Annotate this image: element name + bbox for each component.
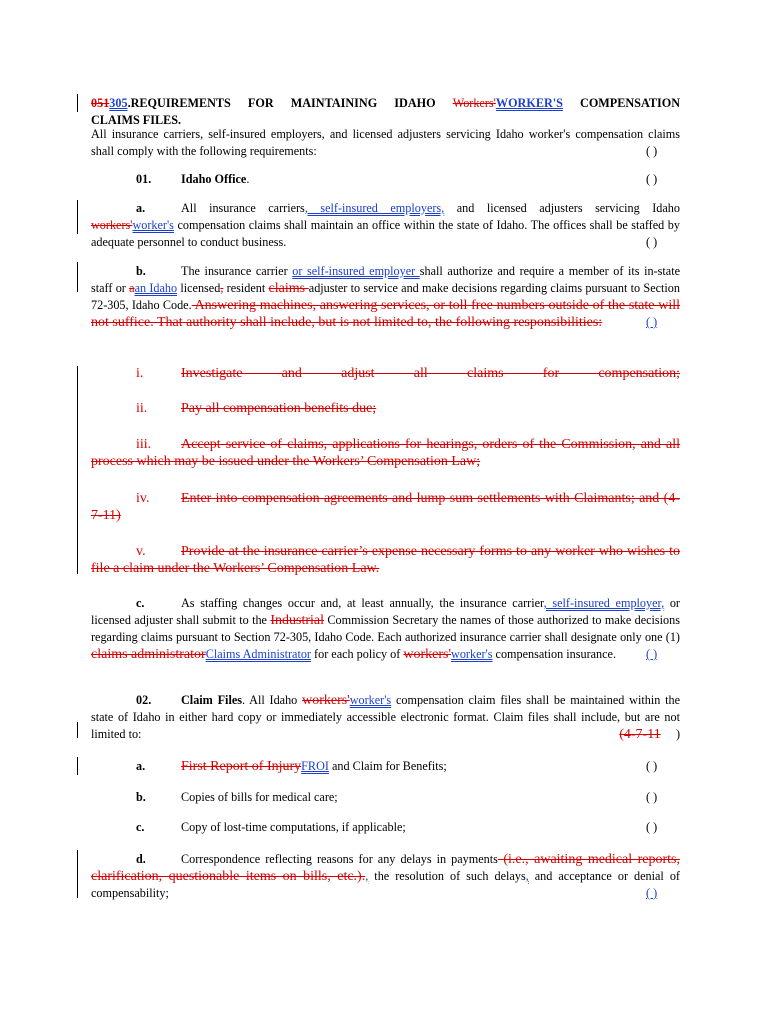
paragraph-02c: c. Copy of lost-time computations, if applicable; ( ) xyxy=(136,820,658,834)
change-bar xyxy=(77,94,78,112)
change-bar xyxy=(77,850,78,898)
change-bar xyxy=(77,722,78,738)
subsection-01-heading: 01. Idaho Office. ( ) xyxy=(136,172,658,186)
deleted-item: v. Provide at the insurance carrier’s expense necessary forms to any worker who wishes to file a claim under the Workers’ Compensation Law. xyxy=(91,544,680,576)
section-heading-line2: CLAIMS FILES. xyxy=(91,113,182,127)
deleted-item: iii. Accept service of claims, applications for hearings, orders of the Commission, and all process which may be issued under the Workers’ Compensation Law; xyxy=(91,437,680,469)
subsection-02: 02. Claim Files. All Idaho workers'worker's compensation claim files shall be maintained within the state of Idaho in either hard copy or immediately accessible electronic format. Claim files shall include, but are not limited to: (4-7-11 ) xyxy=(91,693,680,742)
change-bar xyxy=(77,366,78,574)
section-heading: 051305.REQUIREMENTS FOR MAINTAINING IDAHO Workers'WORKER'S COMPENSATION xyxy=(91,96,681,110)
inserted-section-number: 305 xyxy=(109,96,128,110)
paragraph-02b: b. Copies of bills for medical care; ( ) xyxy=(136,790,658,804)
paragraph-02a: a. First Report of InjuryFROI and Claim for Benefits; ( ) xyxy=(136,759,658,774)
paragraph-01b: b. The insurance carrier or self-insured employer shall authorize and require a member of its in-state staff or aan Idaho licensed, resident claims adjuster to service and make decisions regarding claims pursuant to Section 72-305, Idaho Code. Answering machines, answering services, or toll free numbers outside of the state will not suffice. That authority shall include, but is not limited to, the following responsibilities: ( ) xyxy=(91,264,680,330)
paragraph-02d: d. Correspondence reflecting reasons for any delays in payments (i.e., awaiting medical reports, clarification, questionable items on bills, etc.)., the resolution of such delays, and acceptance or denial of compensability; ( ) xyxy=(91,852,680,900)
deleted-item: i. Investigate and adjust all claims for compensation; xyxy=(136,366,680,381)
deleted-section-number: 051 xyxy=(91,96,110,110)
paragraph-01a: a. All insurance carriers, self-insured employers, and licensed adjusters servicing Idaho workers'worker's compensation claims shall maintain an office within the state of Idaho. The offices shall be staffed by adequate personnel to conduct business. ( ) xyxy=(91,201,680,249)
deleted-item: iv. Enter into compensation agreements and lump sum settlements with Claimants; and (4-7-11) xyxy=(91,491,680,523)
change-bar xyxy=(77,262,78,292)
deleted-item: ii. Pay all compensation benefits due; xyxy=(136,401,377,416)
change-bar xyxy=(77,757,78,775)
intro-paragraph: All insurance carriers, self-insured employers, and licensed adjusters servicing Idaho worker's compensation claims shall comply with the following requirements: ( ) xyxy=(91,127,680,158)
paragraph-01c: c. As staffing changes occur and, at least annually, the insurance carrier, self-insured employer, or licensed adjuster shall submit to the Industrial Commission Secretary the names of those authorized to make decisions regarding claims pursuant to Section 72-305, Idaho Code. Each authorized insurance carrier shall designate only one (1) claims administratorClaims Administrator for each policy of workers'worker's compensation insurance. ( ) xyxy=(91,596,680,662)
change-bar xyxy=(77,200,78,234)
